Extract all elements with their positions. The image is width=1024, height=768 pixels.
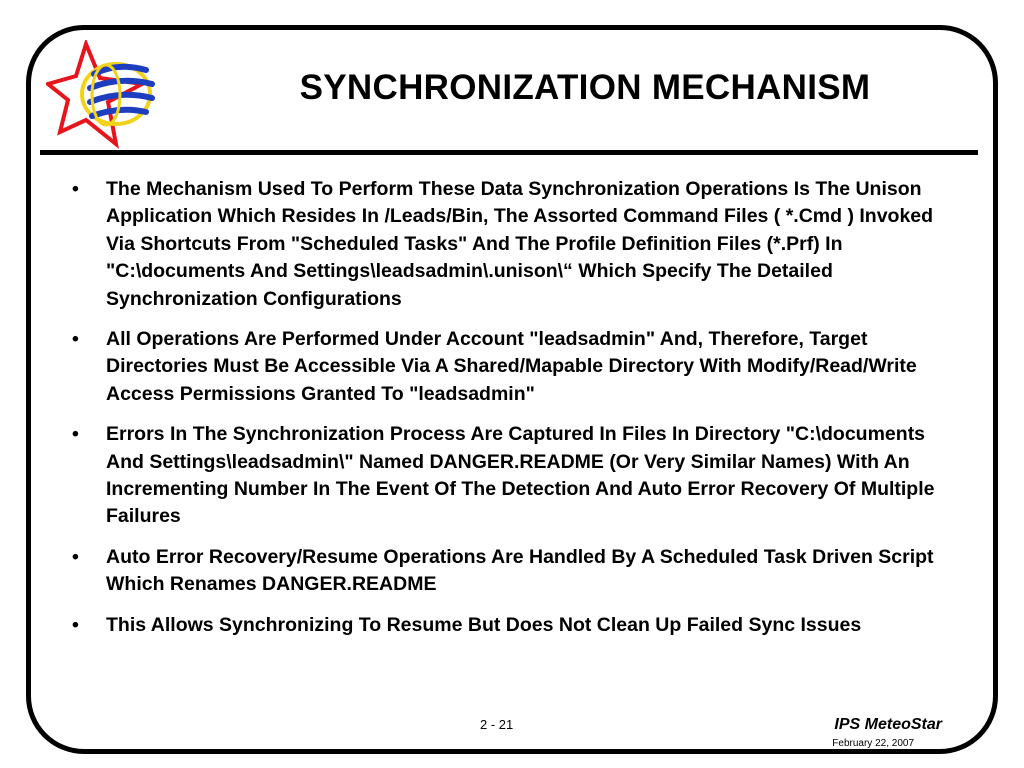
bullet-icon: • bbox=[72, 423, 79, 446]
slide-date: February 22, 2007 bbox=[832, 738, 914, 749]
brand-name: IPS MeteoStar bbox=[834, 716, 942, 733]
title-divider bbox=[40, 150, 978, 155]
slide-title: SYNCHRONIZATION MECHANISM bbox=[299, 68, 871, 107]
bullet-item bbox=[72, 612, 967, 639]
bullet-icon: • bbox=[72, 545, 79, 568]
bullet-icon: • bbox=[72, 613, 79, 636]
page-number: 2 - 21 bbox=[480, 717, 514, 732]
bullet-item bbox=[72, 544, 967, 599]
bullet-text: This Allows Synchronizing To Resume But Does Not Clean Up Failed Sync Issues bbox=[106, 613, 862, 636]
bullet-list bbox=[72, 176, 967, 652]
bullet-icon: • bbox=[72, 328, 79, 351]
bullet-item bbox=[72, 326, 967, 408]
bullet-item bbox=[72, 421, 967, 531]
bullet-text: The Mechanism Used To Perform These Data Synchronization Operations Is The Unison Application Which Resides In /Leads/Bin, The Assorted Command Files ( *.Cmd ) Invoked Via Shortcuts From "Scheduled Tasks" And The Profile Definition Files (*.Prf) In "C:\documents And Settings\leadsadmin\.unison\“ Which Specify The Detailed Synchronization Configurations bbox=[106, 178, 934, 310]
bullet-text: Auto Error Recovery/Resume Operations Are Handled By A Scheduled Task Driven Script Which Renames DANGER.README bbox=[106, 545, 934, 596]
bullet-item bbox=[72, 176, 967, 313]
star-globe-logo-icon bbox=[46, 40, 166, 150]
bullet-text: Errors In The Synchronization Process Are Captured In Files In Directory "C:\documents And Settings\leadsadmin\" Named DANGER.README (Or Very Similar Names) With An Incrementing Number In The Event Of The Detection And Auto Error Recovery Of Multiple Failures bbox=[106, 423, 935, 528]
bullet-icon: • bbox=[72, 178, 79, 200]
bullet-text: All Operations Are Performed Under Account "leadsadmin" And, Therefore, Target Directories Must Be Accessible Via A Shared/Mapable Directory With Modify/Read/Write Access Permissions Granted To "leadsadmin" bbox=[106, 328, 917, 405]
